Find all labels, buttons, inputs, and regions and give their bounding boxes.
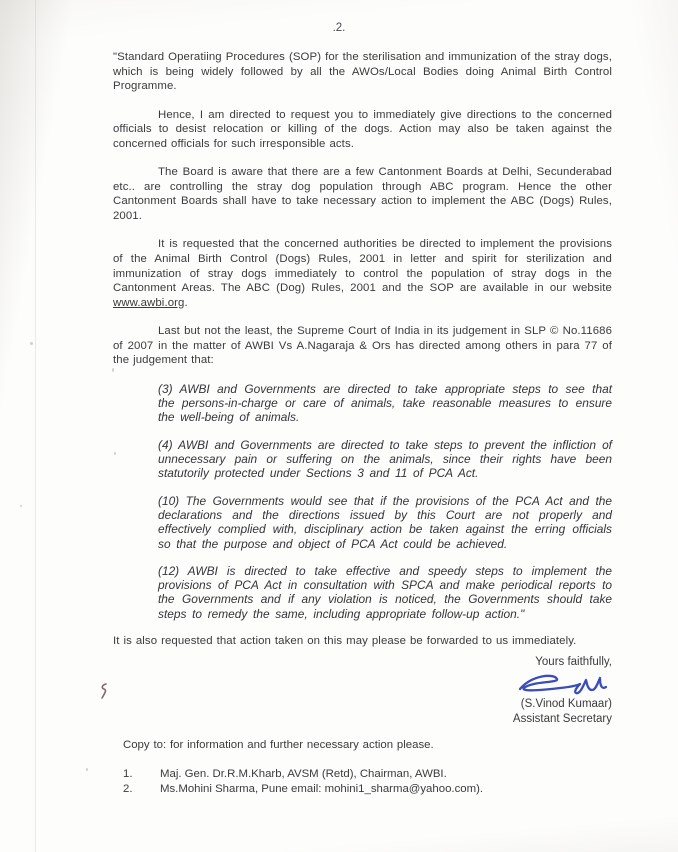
pen-mark bbox=[98, 682, 110, 705]
paragraph-abc-period: . bbox=[184, 296, 188, 309]
list-item-number: 1. bbox=[123, 767, 133, 780]
quote-para-3: (3) AWBI and Governments are directed to take appropriate steps to see that the persons-in-charge or care of animals, take reasonable measures to ensure the well-being of animals. bbox=[158, 381, 612, 425]
signature-ink bbox=[512, 671, 608, 697]
list-item bbox=[123, 767, 612, 783]
copy-to-heading: Copy to: for information and further necessary action please. bbox=[123, 738, 434, 751]
paragraph-supreme-court: Last but not the least, the Supreme Court of India in its judgement in SLP © No.11686 of 2007 in the matter of AWBI Vs A.Nagaraja & Ors has directed among others in para 77 of the judgement that: bbox=[113, 325, 612, 367]
list-item-number: 2. bbox=[123, 783, 133, 796]
signatory-name: (S.Vinod Kumaar) bbox=[520, 697, 612, 710]
signatory-title: Assistant Secretary bbox=[512, 712, 612, 725]
list-item-text: Ms.Mohini Sharma, Pune email: mohini1_sharma@yahoo.com). bbox=[160, 783, 484, 796]
signature-block bbox=[113, 655, 612, 727]
paragraph-closing-request: It is also requested that action taken on this may please be forwarded to us immediately. bbox=[113, 635, 577, 647]
list-item bbox=[123, 782, 612, 798]
quote-para-4: (4) AWBI and Governments are directed to take steps to prevent the infliction of unnecessary pain or suffering on the animals, since their rights have been statutorily protected under Sections 3 and 11 of PCA Act. bbox=[158, 437, 612, 481]
valediction: Yours faithfully, bbox=[535, 655, 612, 668]
letter-body bbox=[113, 50, 612, 798]
scan-fold-line bbox=[35, 0, 36, 852]
page-number: .2. bbox=[332, 22, 346, 34]
paragraph-abc-rules bbox=[113, 237, 612, 310]
awbi-website-link[interactable]: www.awbi.org bbox=[113, 296, 185, 309]
list-item-text: Maj. Gen. Dr.R.M.Kharb, AVSM (Retd), Chairman, AWBI. bbox=[160, 767, 447, 780]
paragraph-directions: Hence, I am directed to request you to immediately give directions to the concerned officials to desist relocation or killing of the dogs. Action may also be taken against the concerned officials for such irresponsible acts. bbox=[113, 108, 612, 150]
copy-to-list bbox=[123, 767, 612, 798]
paragraph-cantonment-boards: The Board is aware that there are a few Cantonment Boards at Delhi, Secunderabad etc.. are controlling the stray dog population through ABC program. Hence the other Cantonment Boards shall have to take necessary action to implement the ABC (Dogs) Rules, 2001. bbox=[113, 166, 612, 222]
quote-para-12: (12) AWBI is directed to take effective and speedy steps to implement the provisions of PCA Act in consultation with SPCA and make periodical reports to the Governments and if any violation is noticed, the Governments should take steps to remedy the same, including appropriate follow-up action." bbox=[158, 563, 612, 621]
scan-speck bbox=[86, 768, 88, 771]
paragraph-abc-text: It is requested that the concerned authorities be directed to implement the provisions of the Animal Birth Control (Dogs) Rules, 2001 in letter and spirit for sterilization and immunization of stray dogs immediately to control the population of stray dogs in the Cantonment Areas. The ABC (Dog) Rules, 2001 and the SOP are available in our website bbox=[113, 238, 612, 295]
scan-speck bbox=[30, 342, 33, 345]
scan-speck bbox=[20, 505, 22, 507]
quote-para-10: (10) The Governments would see that if the provisions of the PCA Act and the declarations and the directions issued by this Court are not properly and effectively complied with, disciplinary action be taken against the erring officials so that the purpose and object of PCA Act could be achieved. bbox=[158, 493, 612, 551]
paragraph-sop: "Standard Operatiing Procedures (SOP) for the sterilisation and immunization of the stray dogs, which is being widely followed by all the AWOs/Local Bodies doing Animal Birth Control Programme. bbox=[113, 51, 612, 93]
